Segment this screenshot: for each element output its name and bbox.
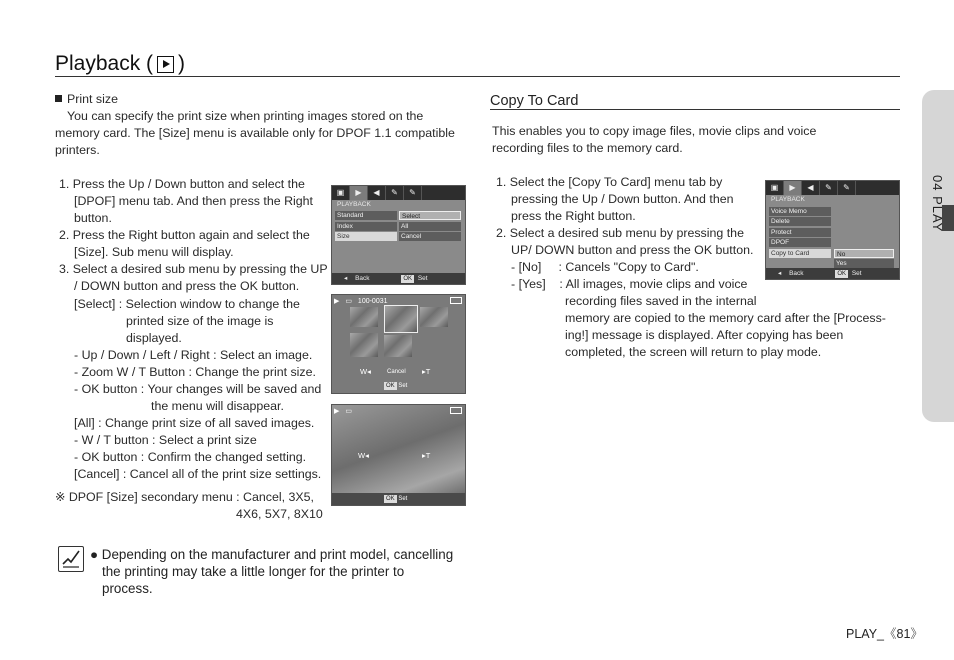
- note-line: process.: [102, 581, 153, 596]
- menu-row: Size: [335, 232, 397, 241]
- menu-row: Voice Memo: [769, 207, 831, 216]
- set-label: Set: [398, 383, 408, 389]
- setup1-tab-icon: ✎: [820, 181, 838, 195]
- right-chevron-icon: 》: [910, 627, 923, 641]
- step-line: - Up / Down / Left / Right : Select an image.: [74, 348, 313, 362]
- page-number: 81: [896, 627, 911, 641]
- menu-row: Copy to Card: [769, 249, 831, 258]
- note-line: ● Depending on the manufacturer and print model, cancelling: [90, 547, 454, 562]
- left-arrow-icon: ◂: [344, 275, 348, 282]
- sound-tab-icon: ◀: [368, 186, 386, 200]
- footer-label: PLAY_: [846, 627, 884, 641]
- intro-line: memory card. The [Size] menu is available only for DPOF 1.1 compatible: [55, 126, 455, 140]
- title-divider: [55, 76, 900, 77]
- camera-screen-single-image: [331, 404, 466, 506]
- zoom-t-label: T: [425, 451, 431, 460]
- play-mode-icon: ▶: [334, 298, 340, 305]
- footnote: 4X6, 5X7, 8X10: [236, 507, 323, 521]
- step-line: - OK button : Your changes will be saved and: [74, 382, 322, 396]
- left-triangle-icon: ◂: [365, 451, 369, 460]
- step-line: - [Yes] : All images, movie clips and voice: [511, 277, 748, 291]
- step-line: ing!] message is displayed. After copying has been: [565, 328, 844, 342]
- menu-header: PLAYBACK: [337, 201, 371, 208]
- zoom-t-label: T: [425, 367, 431, 376]
- back-label: Back: [355, 275, 370, 282]
- step-line: [Cancel] : Cancel all of the print size settings.: [74, 467, 322, 481]
- zoom-w-indicator: [360, 367, 371, 376]
- right-triangle-icon: ▸: [422, 367, 426, 376]
- menu-header: PLAYBACK: [771, 196, 805, 203]
- step-line: printed size of the image is: [126, 314, 274, 328]
- set-label: Set: [417, 275, 428, 282]
- left-triangle-icon: ◂: [367, 367, 371, 376]
- memory-icon: ▭: [345, 408, 352, 415]
- step-line: [Select] : Selection window to change the: [74, 297, 300, 311]
- menu-row: DPOF: [769, 238, 831, 247]
- step-line: pressing the Up / Down button. And then: [511, 192, 734, 206]
- thumbnail-image: [420, 307, 448, 327]
- menu-bottom-bar: [332, 273, 465, 284]
- step-line: UP/ DOWN button and press the OK button.: [511, 243, 754, 257]
- submenu-row: Select: [399, 211, 461, 220]
- menu-bottom-bar: [766, 268, 899, 279]
- zoom-w-label: W: [358, 451, 366, 460]
- step-line: completed, the screen will return to play mode.: [565, 345, 822, 359]
- print-size-heading-text: Print size: [67, 92, 118, 106]
- ok-key-label: OK: [837, 271, 847, 277]
- camera-screen-dpof-menu: [331, 185, 466, 285]
- play-mode-icon: ▶: [334, 408, 340, 415]
- step-line: [All] : Change print size of all saved images.: [74, 416, 315, 430]
- ok-key-label: OK: [386, 383, 395, 389]
- playback-tab-icon: ▶: [784, 181, 802, 195]
- menu-tab-bar: [766, 181, 899, 195]
- submenu-row: Cancel: [399, 232, 461, 241]
- set-label: Set: [851, 270, 862, 277]
- thumbnail-image: [350, 307, 378, 327]
- play-icon: [157, 56, 174, 73]
- step-line: 2. Select a desired sub menu by pressing the: [496, 226, 744, 240]
- step-line: 3. Select a desired sub menu by pressing the UP: [59, 262, 328, 276]
- camera-mode-icon: ▣: [332, 186, 350, 200]
- intro-line: You can specify the print size when printing images stored on the: [67, 109, 424, 123]
- left-chevron-icon: 《: [884, 627, 897, 641]
- submenu-row: All: [399, 222, 461, 231]
- file-number: 100-0031: [357, 298, 388, 305]
- page-title-text: Playback (: [55, 52, 154, 75]
- zoom-t-indicator: [422, 367, 430, 376]
- menu-row: Index: [335, 222, 397, 231]
- thumbnail-image: [384, 335, 412, 357]
- left-arrow-icon: ◂: [778, 270, 782, 277]
- step-line: recording files saved in the internal: [565, 294, 757, 308]
- note-pencil-icon: [58, 546, 84, 572]
- step-line: 1. Press the Up / Down button and select the: [59, 177, 305, 191]
- step-line: button.: [74, 211, 112, 225]
- back-label: Back: [789, 270, 804, 277]
- thumbnail-image-selected: [384, 305, 418, 333]
- setup1-tab-icon: ✎: [386, 186, 404, 200]
- right-triangle-icon: ▸: [422, 451, 426, 460]
- step-line: - OK button : Confirm the changed setting.: [74, 450, 307, 464]
- step-line: memory are copied to the memory card after the [Process-: [565, 311, 886, 325]
- square-bullet-icon: [55, 95, 62, 102]
- section-divider: [490, 109, 900, 110]
- zoom-t-indicator: [422, 451, 430, 460]
- step-line: - W / T button : Select a print size: [74, 433, 257, 447]
- camera-screen-select-images: [331, 294, 466, 394]
- footnote: ※ DPOF [Size] secondary menu : Cancel, 3X5,: [55, 490, 314, 504]
- battery-icon: [450, 297, 462, 304]
- zoom-w-label: W: [360, 367, 368, 376]
- memory-icon: ▭: [345, 298, 352, 305]
- step-line: [Size]. Sub menu will display.: [74, 245, 234, 259]
- battery-icon: [450, 407, 462, 414]
- setup2-tab-icon: ✎: [838, 181, 856, 195]
- note-line: the printing may take a little longer for the printer to: [102, 564, 405, 579]
- menu-row: Delete: [769, 217, 831, 226]
- menu-tab-bar: [332, 186, 465, 200]
- step-line: 1. Select the [Copy To Card] menu tab by: [496, 175, 723, 189]
- menu-row: Protect: [769, 228, 831, 237]
- step-line: - [No] : Cancels "Copy to Card".: [511, 260, 699, 274]
- step-line: the menu will disappear.: [151, 399, 284, 413]
- section-heading: Copy To Card: [490, 93, 579, 109]
- intro-line: recording files to the memory card.: [492, 141, 683, 155]
- submenu-row: No: [834, 249, 894, 258]
- cancel-label: Cancel: [387, 369, 406, 375]
- ok-key-label: OK: [403, 276, 413, 282]
- zoom-w-indicator: [358, 451, 369, 460]
- camera-mode-icon: ▣: [766, 181, 784, 195]
- sound-tab-icon: ◀: [802, 181, 820, 195]
- ok-key-label: OK: [386, 496, 395, 502]
- step-line: - Zoom W / T Button : Change the print size.: [74, 365, 316, 379]
- screen-status: [334, 407, 352, 415]
- page-title-close: ): [178, 52, 186, 75]
- step-line: [DPOF] menu tab. And then press the Right: [74, 194, 313, 208]
- page-footer: [846, 624, 923, 642]
- ok-set-hint: [332, 493, 465, 505]
- setup2-tab-icon: ✎: [404, 186, 422, 200]
- menu-row: Standard: [335, 211, 397, 220]
- set-label: Set: [398, 496, 408, 502]
- page-title: [55, 52, 185, 76]
- step-line: displayed.: [126, 331, 182, 345]
- print-size-heading: [55, 91, 118, 108]
- submenu-row: Yes: [834, 259, 894, 268]
- intro-line: This enables you to copy image files, movie clips and voice: [492, 124, 817, 138]
- playback-tab-icon: ▶: [350, 186, 368, 200]
- camera-screen-copy-to-card: [765, 180, 900, 280]
- chapter-side-tab: [922, 90, 954, 422]
- screen-status: [334, 297, 388, 305]
- thumbnail-image: [350, 333, 378, 357]
- step-line: / DOWN button and press the OK button.: [74, 279, 300, 293]
- step-line: 2. Press the Right button again and select the: [59, 228, 310, 242]
- ok-set-hint: [384, 382, 407, 390]
- intro-line: printers.: [55, 143, 100, 157]
- chapter-label: 04 PLAY: [930, 175, 945, 233]
- step-line: press the Right button.: [511, 209, 636, 223]
